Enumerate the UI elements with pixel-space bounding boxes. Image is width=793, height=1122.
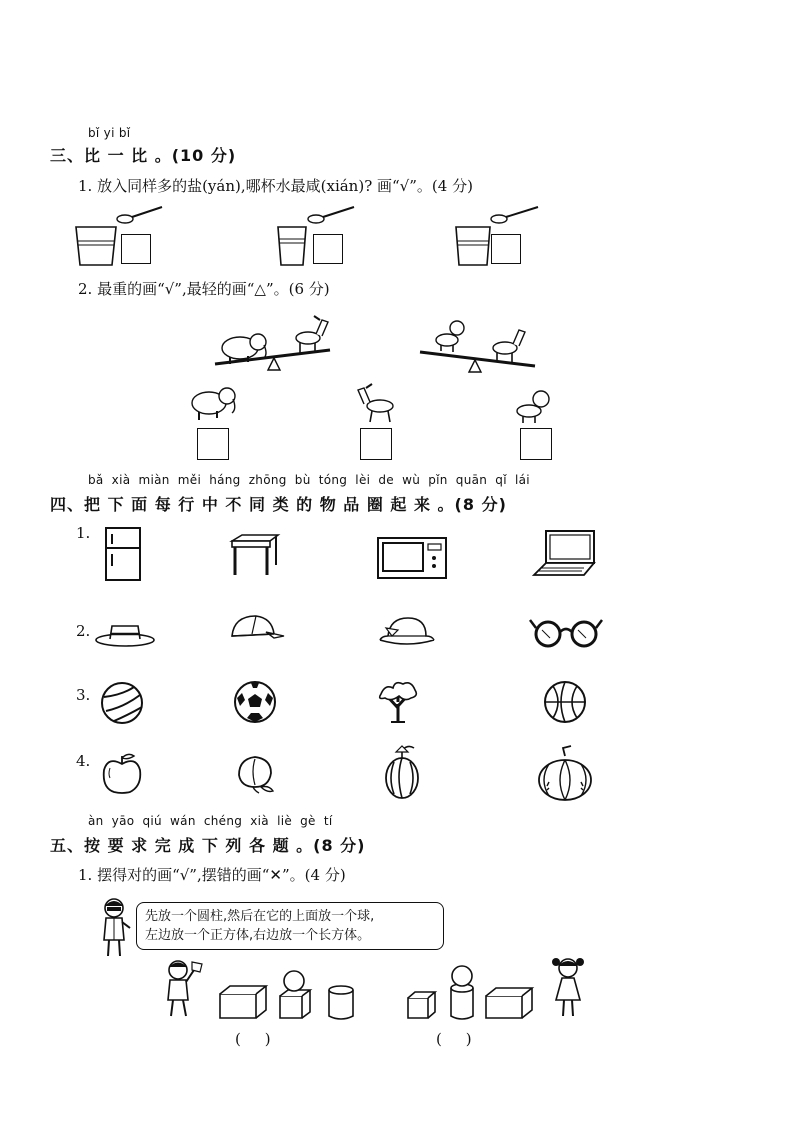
- apple-icon[interactable]: [100, 750, 144, 796]
- pumpkin-icon[interactable]: [535, 744, 597, 804]
- straw-hat-icon[interactable]: [94, 620, 156, 648]
- section3-q1: 1. 放入同样多的盐(yán),哪杯水最咸(xián)? 画“√”。(4 分): [78, 177, 473, 195]
- section3-title: 三、比 一 比 。(10 分): [50, 146, 237, 165]
- section5-q1: 1. 摆得对的画“√”,摆错的画“✕”。(4 分): [78, 866, 346, 884]
- row1-number: 1.: [76, 524, 91, 542]
- instruction-speech-bubble: [136, 902, 444, 950]
- section5-pinyin: àn yāo qiú wán chéng xià liè gè tí: [88, 814, 333, 828]
- section3-q2: 2. 最重的画“√”,最轻的画“△”。(6 分): [78, 280, 330, 298]
- arrangement-b-icon: [404, 960, 544, 1030]
- answer-paren-right[interactable]: ( ): [436, 1030, 472, 1048]
- glasses-icon[interactable]: [528, 614, 604, 650]
- microwave-icon[interactable]: [376, 534, 448, 580]
- answer-box-cup-1[interactable]: [121, 234, 151, 264]
- girl-icon: [548, 954, 588, 1020]
- dog-icon: [511, 385, 556, 425]
- arrangement-a-icon: [214, 968, 364, 1028]
- section4-pinyin: bǎ xià miàn měi háng zhōng bù tóng lèi de wù pǐn quān qǐ lái: [88, 473, 530, 487]
- section3-pinyin: bǐ yi bǐ: [88, 126, 131, 140]
- basketball-icon[interactable]: [543, 680, 587, 724]
- teacher-icon: [98, 896, 134, 958]
- section4-title: 四、把 下 面 每 行 中 不 同 类 的 物 品 圈 起 来 。(8 分): [50, 495, 507, 514]
- boy-icon: [160, 958, 204, 1020]
- row2-number: 2.: [76, 622, 91, 640]
- elephant-icon: [185, 383, 245, 423]
- answer-box-cup-3[interactable]: [491, 234, 521, 264]
- answer-box-dog[interactable]: [520, 428, 552, 460]
- answer-box-elephant[interactable]: [197, 428, 229, 460]
- refrigerator-icon[interactable]: [104, 526, 144, 582]
- row4-number: 4.: [76, 752, 91, 770]
- table-icon[interactable]: [230, 533, 280, 578]
- soccer-ball-icon[interactable]: [233, 680, 277, 724]
- laptop-icon[interactable]: [532, 529, 598, 581]
- speech-line-2: 左边放一个正方体,右边放一个长方体。: [145, 928, 371, 943]
- tree-icon[interactable]: [375, 678, 421, 724]
- baseball-cap-icon[interactable]: [226, 612, 286, 646]
- speech-line-1: 先放一个圆柱,然后在它的上面放一个球,: [145, 909, 375, 924]
- answer-paren-left[interactable]: ( ): [235, 1030, 271, 1048]
- horse-icon: [352, 380, 402, 425]
- seesaw-elephant-horse-icon: [210, 312, 340, 382]
- section5-title: 五、按 要 求 完 成 下 列 各 题 。(8 分): [50, 836, 366, 855]
- seesaw-dog-horse-icon: [415, 312, 545, 382]
- volleyball-icon[interactable]: [100, 681, 144, 725]
- bow-hat-icon[interactable]: [376, 614, 438, 648]
- row3-number: 3.: [76, 686, 91, 704]
- peach-icon[interactable]: [233, 751, 279, 797]
- answer-box-cup-2[interactable]: [313, 234, 343, 264]
- watermelon-icon[interactable]: [382, 742, 426, 802]
- answer-box-horse[interactable]: [360, 428, 392, 460]
